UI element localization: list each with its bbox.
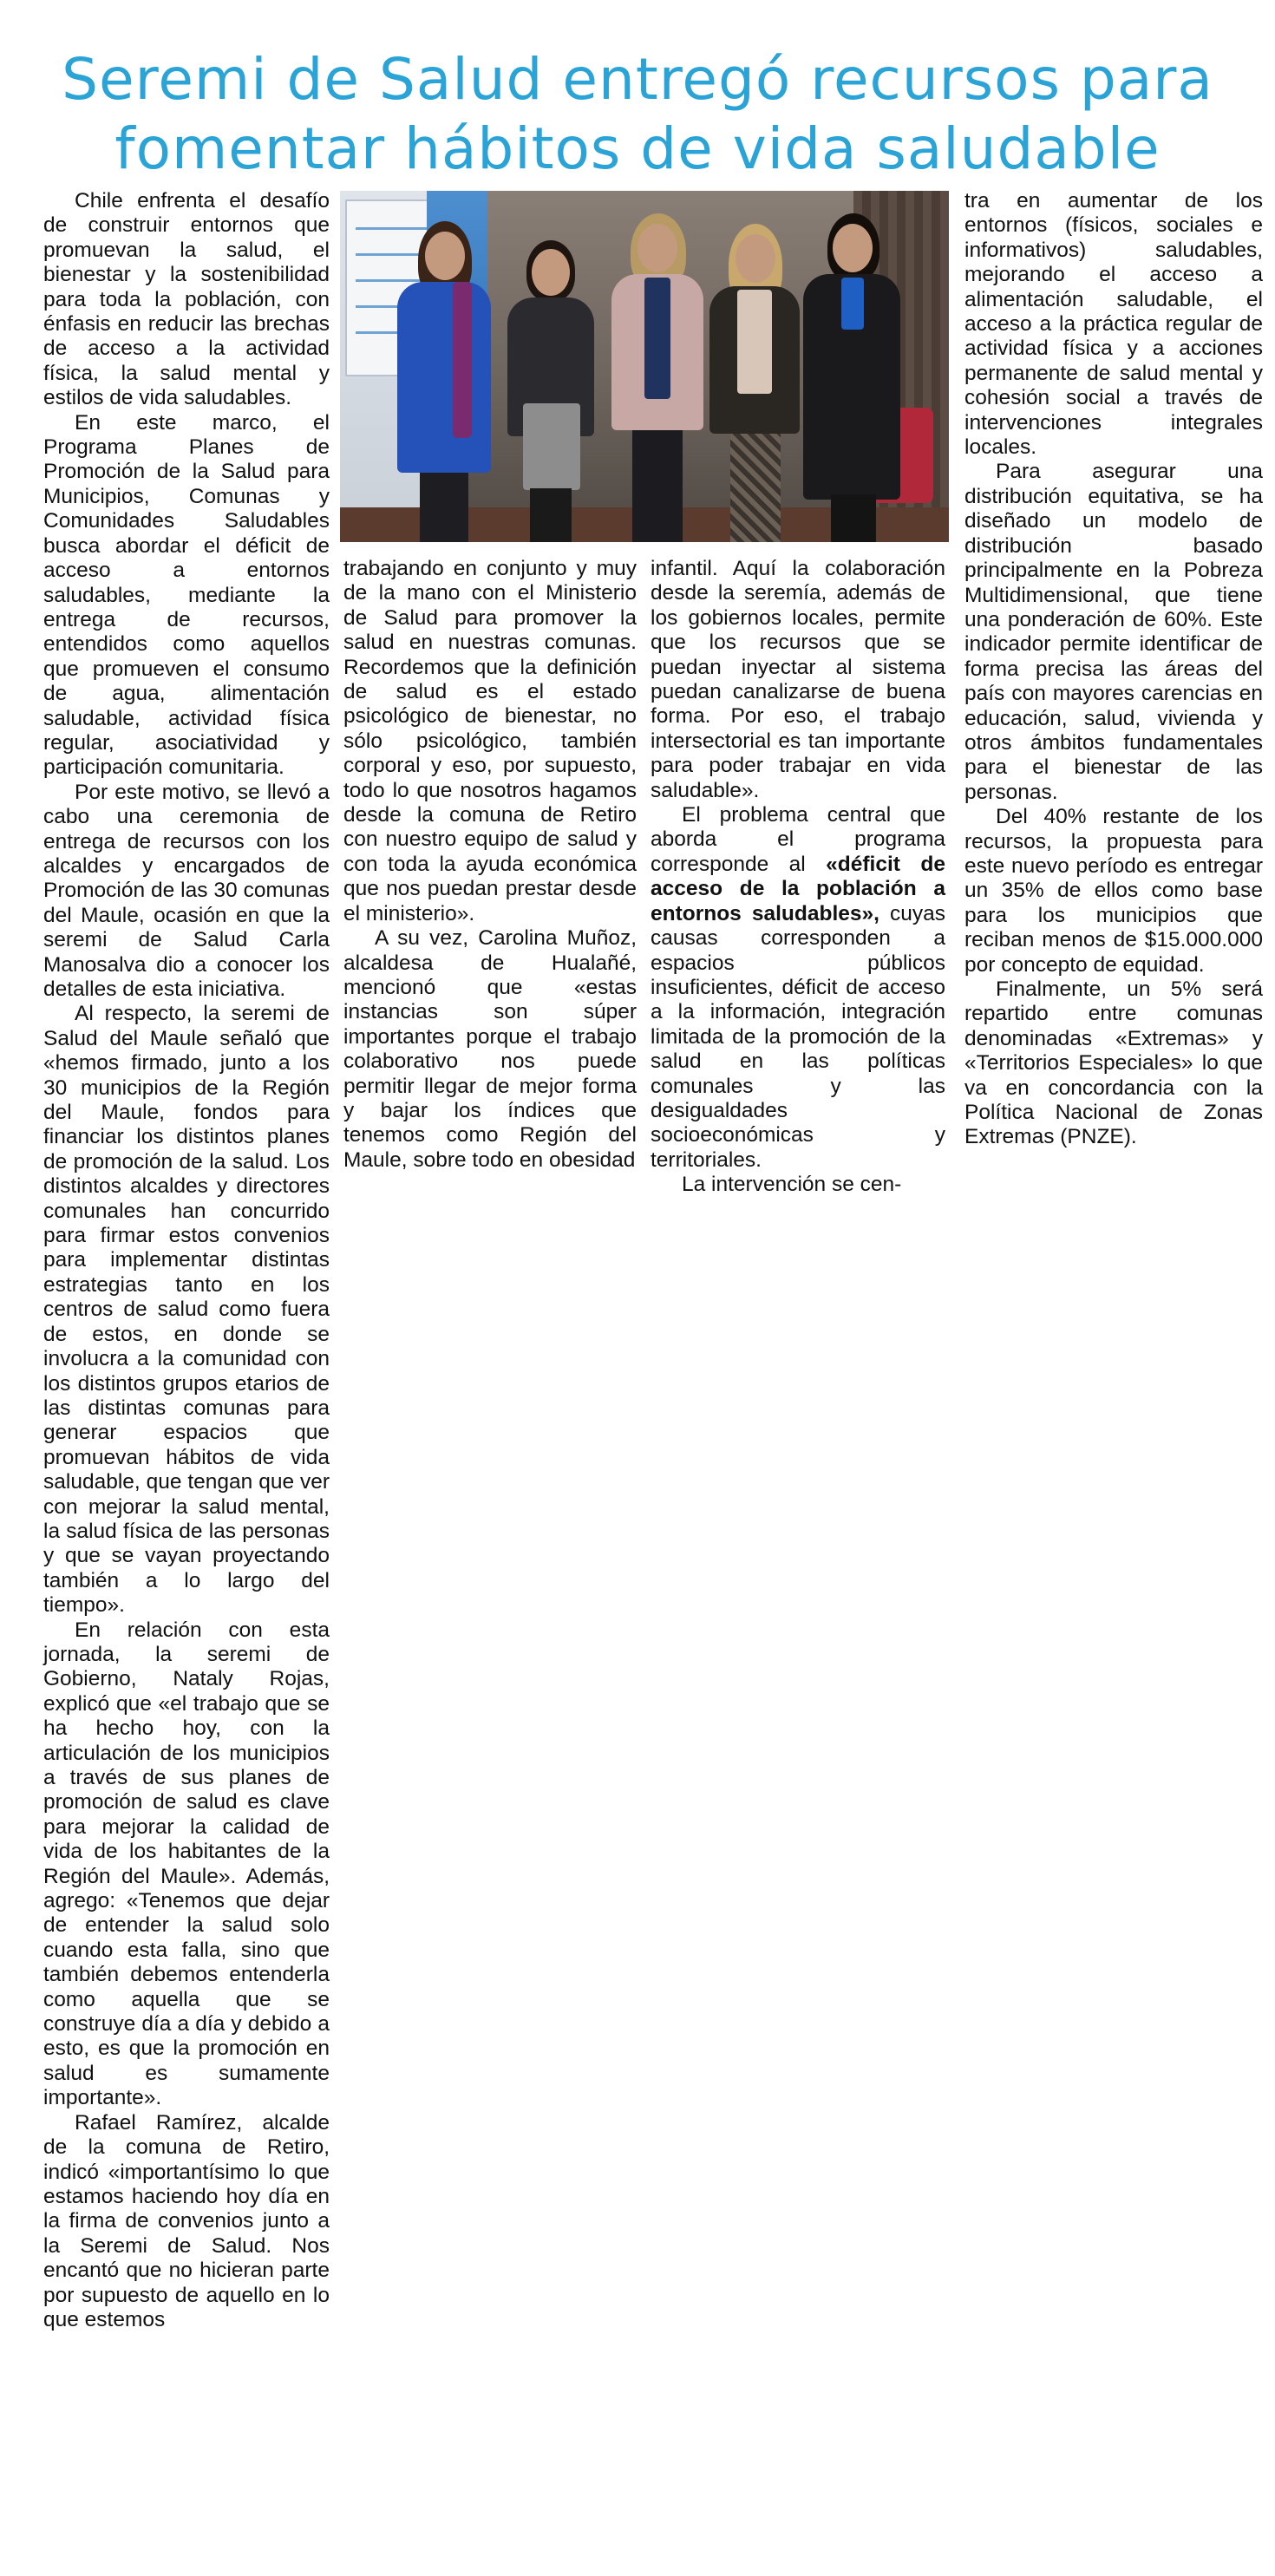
- photo-person: [605, 208, 709, 542]
- article-column-3: [651, 557, 945, 1251]
- paragraph: tra en aumentar de los entornos (físicos, sociales e informativos) saludables, mejorando el acceso a alimentación saludable, el acceso a la práctica regular de actividad física y a acciones permanente de salud mental y cohesión social a través de intervenciones integrales locales.: [964, 189, 1263, 460]
- paragraph-text: El problema central que aborda el programa corresponde al: [651, 803, 945, 876]
- paragraph: Por este motivo, se llevó a cabo una ceremonia de entrega de recursos con los alcaldes y encargados de Promoción de las 30 comunas del Maule, ocasión en que la seremi de Salud Carla Manosalva dio a conocer los detalles de esta iniciativa.: [43, 780, 330, 1001]
- paragraph: trabajando en conjunto y muy de la mano con el Ministerio de Salud para promover la salud en nuestras comunas. Recordemos que la definición de salud es el estado psicológico de bienestar, no sólo psicológico, también corporal y eso, por supuesto, todo lo que nosotros hagamos desde la comuna de Retiro con nuestro equipo de salud y con toda la ayuda económica que nos puedan prestar desde el ministerio».: [343, 557, 637, 925]
- article-column-4: [964, 189, 1263, 1403]
- paragraph: [651, 803, 945, 1173]
- paragraph: infantil. Aquí la colaboración desde la seremía, además de los gobiernos locales, permite que los recursos que se puedan inyectar al sistema puedan canalizarse de buena forma. Por eso, el trabajo intersectorial es tan importante para poder trabajar en vida saludable».: [651, 557, 945, 802]
- paragraph: Al respecto, la seremi de Salud del Maule señaló que «hemos firmado, junto a los 30 municipios de la Región del Maule, fondos para financiar los distintos planes de promoción de la salud. Los distintos alcaldes y directores comunales han concurrido para firmar estos convenios para implementar distintas estrategias tanto en los centros de salud como fuera de estos, en donde se involucra a la comunidad con los distintos grupos etarios de las distintas comunas para generar espacios que promuevan hábitos de vida saludable, que tengan que ver con mejorar la salud mental, la salud física de las personas y que se vayan proyectando también a lo largo del tiempo».: [43, 1002, 330, 1618]
- paragraph: A su vez, Carolina Muñoz, alcaldesa de Hualañé, mencionó que «estas instancias son súper importantes porque el trabajo colaborativo nos puede permitir llegar de mejor forma y bajar los índices que tenemos como Región del Maule, sobre todo en obesidad: [343, 926, 637, 1172]
- paragraph: Finalmente, un 5% será repartido entre comunas denominadas «Extremas» y «Territorios Especiales» lo que va en concordancia con la Política Nacional de Zonas Extremas (PNZE).: [964, 977, 1263, 1149]
- photo-person: [392, 212, 496, 542]
- highlighted-quote: «déficit de acceso de la población a entornos saludables»,: [651, 852, 945, 925]
- paragraph: En este marco, el Programa Planes de Promoción de la Salud para Municipios, Comunas y Comunidades Saludables busca abordar el déficit de acceso a entornos saludables, mediante la entrega de recursos, entendidos como aquellos que promueven el consumo de agua, alimentación saludable, actividad física regular, asociatividad y participación comunitaria.: [43, 410, 330, 780]
- article-column-2: [343, 557, 637, 1251]
- paragraph-text: cuyas causas corresponden a espacios públicos insuficientes, déficit de acceso a la información, integración limitada de la promoción de la salud en las políticas comunales y las desigualdades socioeconómicas y territoriales.: [651, 901, 945, 1172]
- article-column-1: [43, 189, 330, 2566]
- paragraph: En relación con esta jornada, la seremi de Gobierno, Nataly Rojas, explicó que «el trabajo que se ha hecho hoy, con la articulación de los municipios a través de sus planes de promoción de salud es clave para mejorar la calidad de vida de los habitantes de la Región del Maule». Además, agrego: «Tenemos que dejar de entender la salud solo cuando esta falla, sino que también debemos entenderla como aquella que se construye día a día y debido a esto, es que la promoción en salud es sumamente importante».: [43, 1618, 330, 2110]
- paragraph: Para asegurar una distribución equitativa, se ha diseñado un modelo de distribución basado principalmente en la Pobreza Multidimensional, que tiene una ponderación de 60%. Este indicador permite identificar de forma precisa las áreas del país con mayores carencias en educación, salud, vivienda y otros ámbitos fundamentales para el bienestar de las personas.: [964, 460, 1263, 804]
- article-photo: [340, 191, 949, 542]
- paragraph: Chile enfrenta el desafío de construir entornos que promuevan la salud, el bienestar y la sostenibilidad para toda la población, con énfasis en reducir las brechas de acceso a la actividad física, la salud mental y estilos de vida saludables.: [43, 189, 330, 410]
- photo-person: [704, 217, 804, 542]
- article-title: Seremi de Salud entregó recursos para fomentar hábitos de vida saludable: [62, 46, 1213, 182]
- photo-person: [500, 230, 600, 542]
- paragraph: Del 40% restante de los recursos, la propuesta para este nuevo período es entregar un 35% de ellos como base para los municipios que reciban menos de $15.000.000 por concepto de equidad.: [964, 805, 1263, 977]
- photo-person: [800, 208, 904, 542]
- paragraph: Rafael Ramírez, alcalde de la comuna de Retiro, indicó «importantísimo lo que estamos haciendo hoy día en la firma de convenios junto a la Seremi de Salud. Nos encantó que no hicieran parte por supuesto de aquello en lo que estemos: [43, 2110, 330, 2331]
- paragraph: La intervención se cen-: [682, 1173, 902, 1197]
